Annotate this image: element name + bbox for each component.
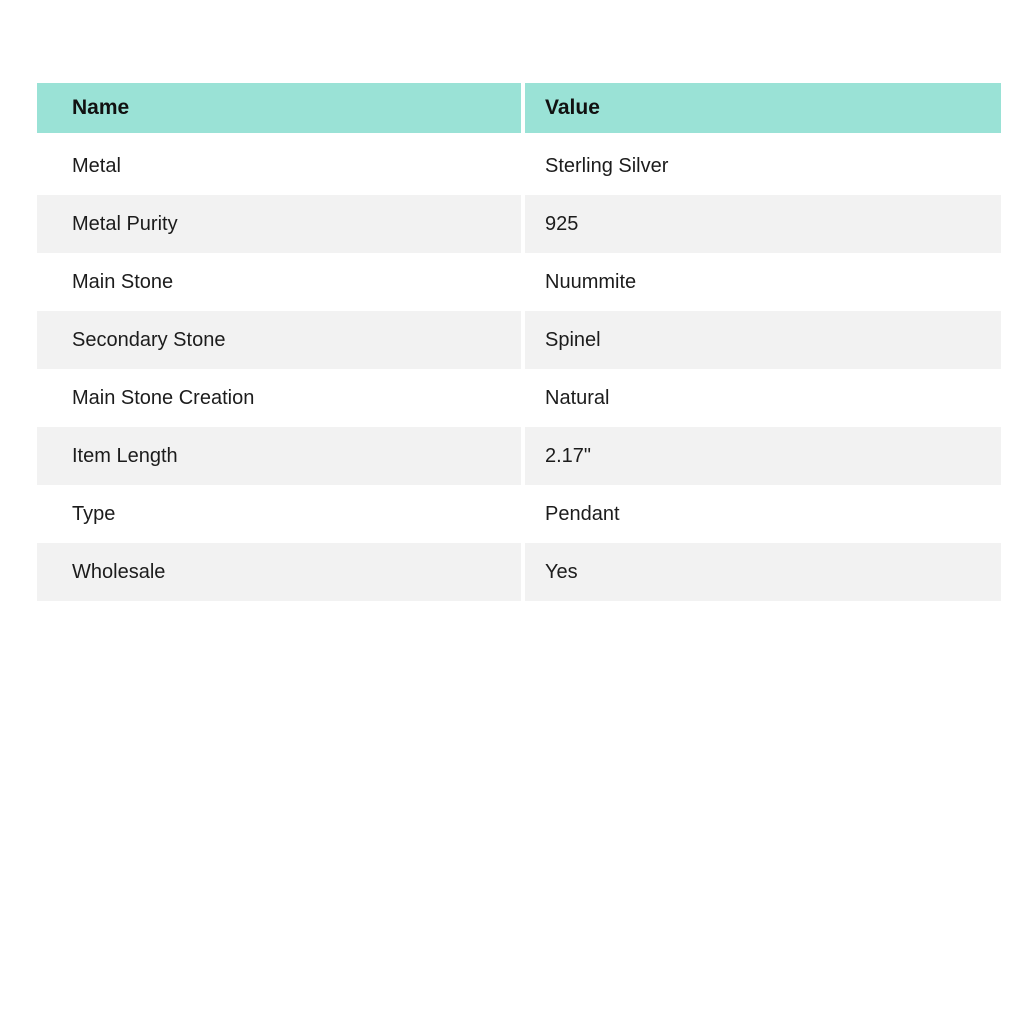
table-row <box>37 369 1001 427</box>
table-row <box>37 253 1001 311</box>
table-row <box>37 195 1001 253</box>
attribute-name-cell: Main Stone <box>37 253 521 311</box>
column-header-value: Value <box>525 83 1001 133</box>
column-header-name: Name <box>37 83 521 133</box>
attribute-name-cell: Secondary Stone <box>37 311 521 369</box>
attribute-name-cell: Type <box>37 485 521 543</box>
attribute-name-cell: Metal Purity <box>37 195 521 253</box>
table-row <box>37 137 1001 195</box>
attribute-value-cell: Pendant <box>525 485 1001 543</box>
attribute-value-cell: Sterling Silver <box>525 137 1001 195</box>
attribute-value-cell: Nuummite <box>525 253 1001 311</box>
attribute-name-cell: Wholesale <box>37 543 521 601</box>
attribute-value-cell: 925 <box>525 195 1001 253</box>
attribute-value-cell: 2.17" <box>525 427 1001 485</box>
table-body <box>37 137 1001 601</box>
attribute-value-cell: Yes <box>525 543 1001 601</box>
table-row <box>37 543 1001 601</box>
attribute-value-cell: Spinel <box>525 311 1001 369</box>
table-row <box>37 427 1001 485</box>
attribute-name-cell: Metal <box>37 137 521 195</box>
attribute-name-cell: Item Length <box>37 427 521 485</box>
attribute-value-cell: Natural <box>525 369 1001 427</box>
attribute-name-cell: Main Stone Creation <box>37 369 521 427</box>
product-attributes-table <box>37 83 1001 601</box>
table-row <box>37 485 1001 543</box>
table-header-row <box>37 83 1001 133</box>
table-row <box>37 311 1001 369</box>
